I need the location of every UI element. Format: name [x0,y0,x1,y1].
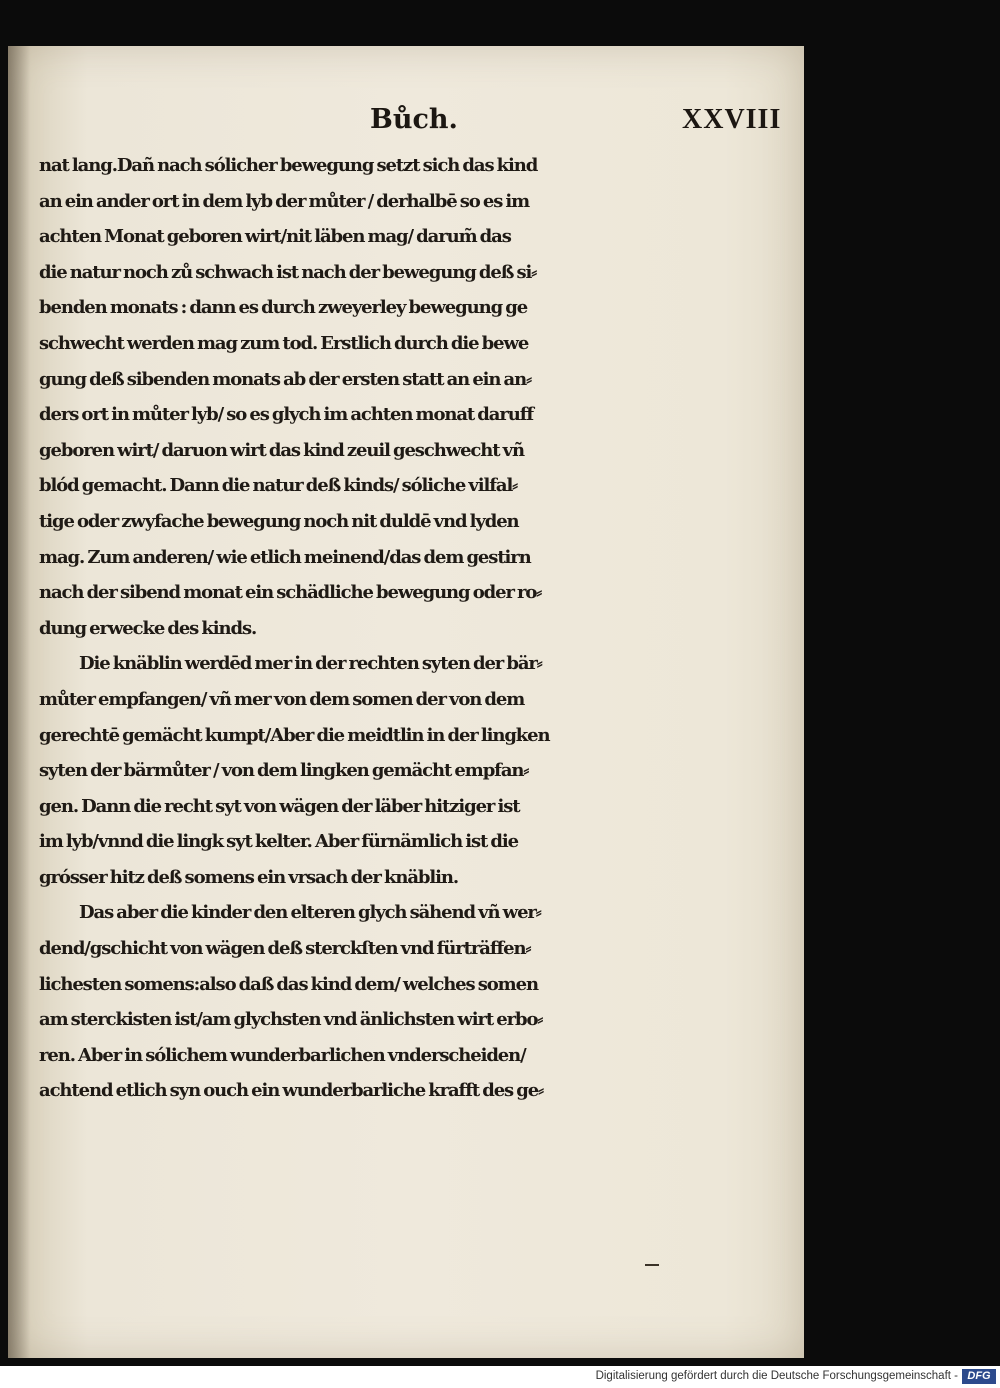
text-line: im lyb/vnnd die lingk syt kelter. Aber fürnämlich ist die [39,831,518,853]
text-line: gen. Dann die recht syt von wägen der läber hitziger ist [39,795,520,817]
text-line: dung erwecke des kinds. [39,617,257,639]
text-line: ders ort in můter lyb/ so es glych im achten monat daruff [39,404,533,426]
paragraph-start-line: Das aber die kinder den elteren glych sähend vñ wer⸗ [79,902,541,924]
text-line: gung deß sibenden monats ab der ersten statt an ein an⸗ [39,368,532,390]
text-line: dend/gschicht von wägen deß sterckſten vnd fürträffen⸗ [39,938,531,960]
text-line: nat lang.Dañ nach sólicher bewegung setzt sich das kind [39,155,538,176]
text-line: am sterckisten ist/am glychsten vnd änlichsten wirt erbo⸗ [39,1009,543,1031]
text-line: an ein ander ort in dem lyb der můter / derhalbē so es im [39,190,530,212]
text-line: achtend etlich syn ouch ein wunderbarliche krafft des ge⸗ [39,1080,543,1102]
text-line: die natur noch zů schwach ist nach der bewegung deß si⸗ [39,261,537,283]
text-line: schwecht werden mag zum tod. Erstlich durch die bewe [39,332,529,354]
text-line: gerechtē gemächt kumpt/Aber die meidtlin in der lingken [39,724,550,746]
text-line: můter empfangen/ vñ mer von dem somen der von dem [39,688,525,710]
text-line: lichesten somens:also daß das kind dem/ welches somen [39,973,538,995]
digitization-footer [0,1366,1000,1388]
running-head: Bůch. [370,104,458,135]
ink-mark [645,1264,659,1266]
gutter-shadow [8,46,30,1358]
page-header [8,104,804,144]
text-line: nach der sibend monat ein schädliche bewegung oder ro⸗ [39,582,542,604]
dfg-logo: DFG [962,1369,996,1384]
text-line: grósser hitz deß somens ein vrsach der knäblin. [39,866,458,888]
paragraph-start-line: Die knäblin werdēd mer in der rechten syten der bär⸗ [79,653,542,675]
folio-number: XXVIII [682,104,782,135]
text-line: ren. Aber in sólichem wunderbarlichen vnderscheiden/ [39,1044,526,1066]
text-line: achten Monat geboren wirt/nit läben mag/ darum̃ das [39,226,511,248]
text-line: tige oder zwyfache bewegung noch nit duldē vnd lyden [39,510,519,532]
body-text [39,148,799,1109]
text-line: mag. Zum anderen/ wie etlich meinend/das dem gestirn [39,546,531,568]
book-page [8,46,804,1358]
text-line: blód gemacht. Dann die natur deß kinds/ sóliche vilfal⸗ [39,475,518,497]
funding-credit: Digitalisierung gefördert durch die Deutsche Forschungsgemeinschaft - [595,1370,958,1382]
text-line: benden monats : dann es durch zweyerley bewegung ge [39,297,528,319]
text-line: geboren wirt/ daruon wirt das kind zeuil geschwecht vñ [39,439,525,461]
text-line: syten der bärmůter / von dem lingken gemächt empfan⸗ [39,760,529,782]
